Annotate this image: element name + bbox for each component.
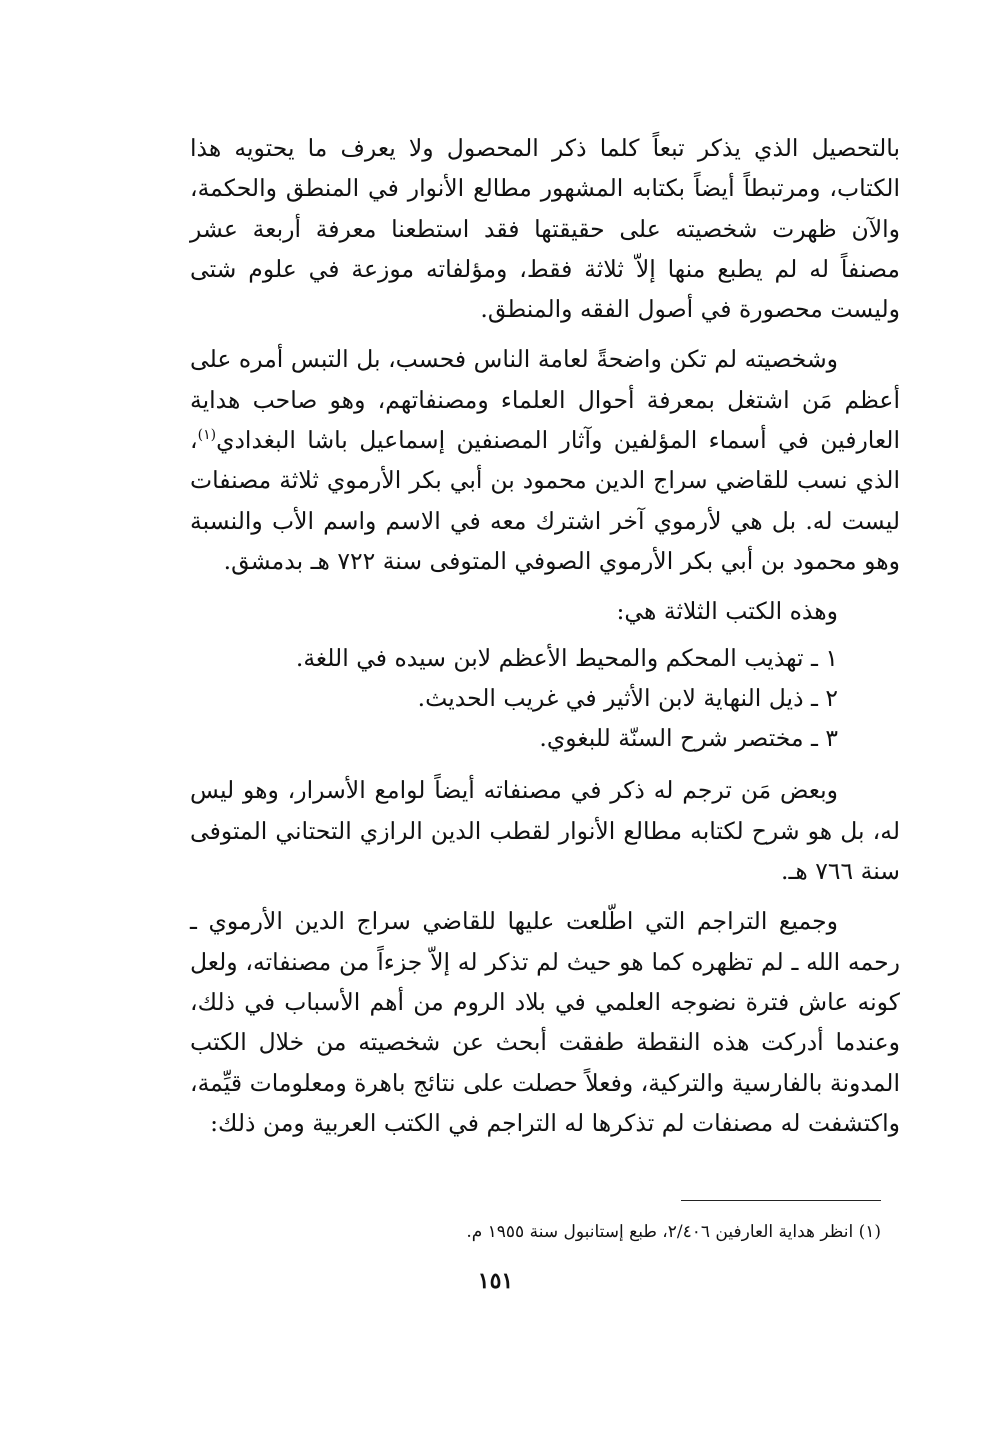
paragraph-1: بالتحصيل الذي يذكر تبعاً كلما ذكر المحصول ولا يعرف ما يحتويه هذا الكتاب، ومرتبطاً أيضاً بكتابه المشهور مطالع الأنوار في المنطق والحكمة، والآن ظهرت شخصيته على حقيقتها فقد استطعنا معرفة أربعة عشر مصنفاً له لم يطبع منها إلاّ ثلاثة فقط، ومؤلفاته موزعة في علوم شتى وليست محصورة في أصول الفقه والمنطق. bbox=[190, 134, 900, 324]
page-body bbox=[190, 128, 900, 1143]
page-number: ١٥١ bbox=[477, 1268, 514, 1294]
book-list bbox=[190, 638, 900, 759]
list-item: ٣ ـ مختصر شرح السنّة للبغوي. bbox=[539, 724, 838, 753]
list-item: ١ ـ تهذيب المحكم والمحيط الأعظم لابن سيده في اللغة. bbox=[295, 643, 838, 672]
paragraph-2-part-a: وشخصيته لم تكن واضحةً لعامة الناس فحسب، بل التبس أمره على أعظم مَن اشتغل بمعرفة أحوال العلماء ومصنفاتهم، وهو صاحب هداية العارفين في أسماء المؤلفين وآثار المصنفين إسماعيل باشا البغدادي bbox=[190, 345, 900, 455]
footnote: (١) انظر هداية العارفين ٢/٤٠٦، طبع إستانبول سنة ١٩٥٥ م. bbox=[466, 1222, 881, 1242]
paragraph-2 bbox=[190, 339, 900, 581]
paragraph-5: وجميع التراجم التي اطّلعت عليها للقاضي سراج الدين الأرموي ـ رحمه الله ـ لم تظهره كما هو حيث لم تذكر له إلاّ جزءاً من مصنفاته، ولعل كونه عاش فترة نضوجه العلمي في بلاد الروم من أهم الأسباب في ذلك، وعندما أدركت هذه النقطة طفقت أبحث عن شخصيته من خلال الكتب المدونة بالفارسية والتركية، وفعلاً حصلت على نتائج باهرة ومعلومات قيِّمة، واكتشفت له مصنفات لم تذكرها له التراجم في الكتب العربية ومن ذلك: bbox=[190, 907, 900, 1137]
list-item: ٢ ـ ذيل النهاية لابن الأثير في غريب الحديث. bbox=[417, 683, 838, 712]
paragraph-3: وهذه الكتب الثلاثة هي: bbox=[616, 597, 838, 626]
footnote-divider bbox=[681, 1200, 881, 1201]
paragraph-2-part-b: ، الذي نسب للقاضي سراج الدين محمود بن أبي بكر الأرموي ثلاثة مصنفات ليست له. بل هي لأرموي آخر اشترك معه في الاسم واسم الأب والنسبة وهو محمود بن أبي بكر الأرموي الصوفي المتوفى سنة ٧٢٢ هـ بدمشق. bbox=[190, 426, 900, 575]
footnote-reference: (١) bbox=[197, 427, 217, 444]
paragraph-4: وبعض مَن ترجم له ذكر في مصنفاته أيضاً لوامع الأسرار، وهو ليس له، بل هو شرح لكتابه مطالع الأنوار لقطب الدين الرازي التحتاني المتوفى سنة ٧٦٦ هـ. bbox=[190, 776, 900, 886]
